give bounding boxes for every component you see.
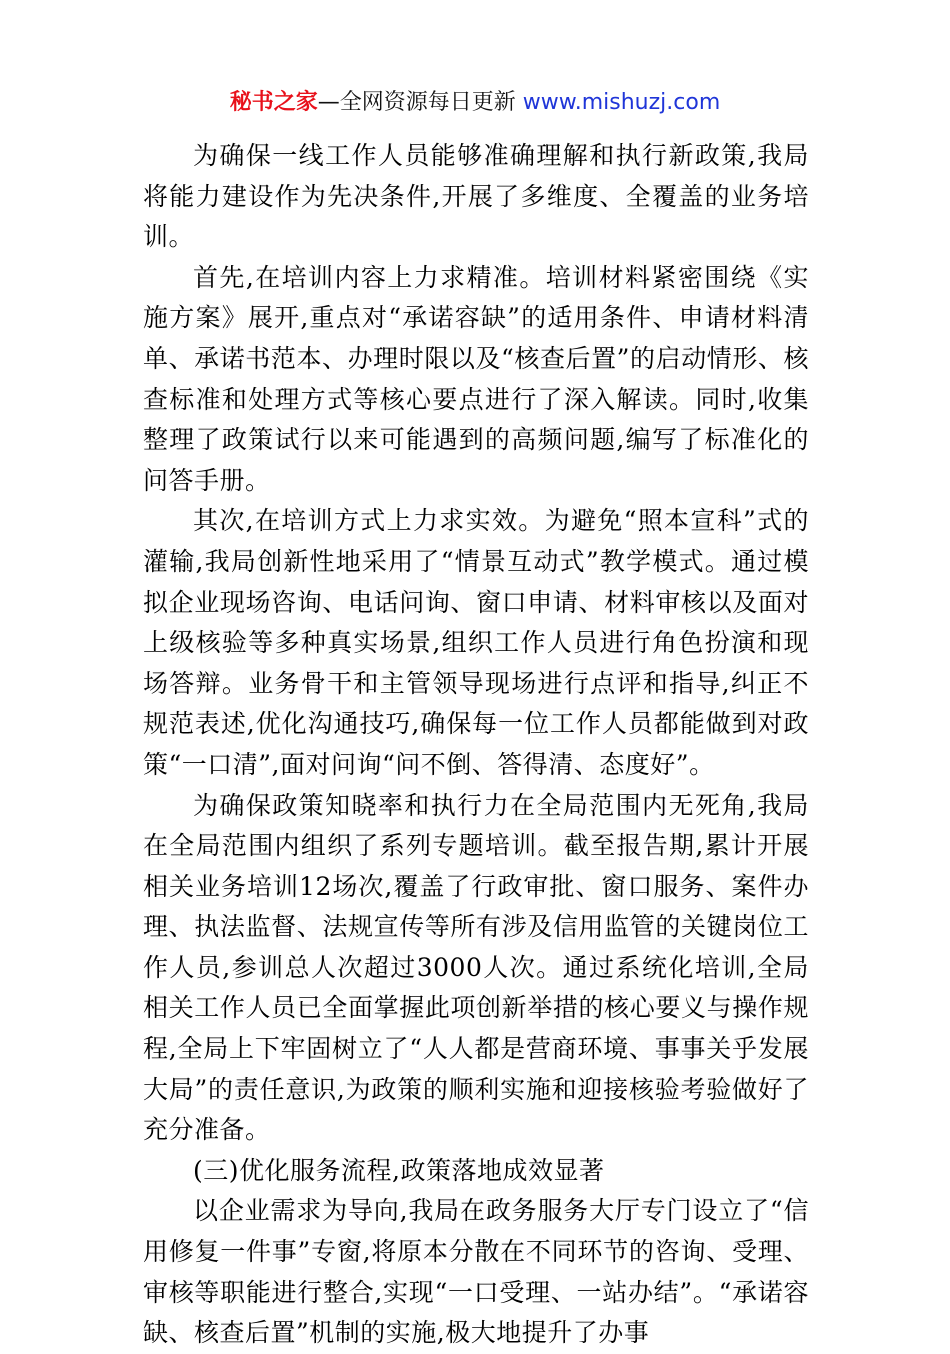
paragraph-training-content: 首先,在培训内容上力求精准。培训材料紧密围绕《实施方案》展开,重点对“承诺容缺”的适用条件、申请材料清单、承诺书范本、办理时限以及“核查后置”的启动情形、核查标准和处理方式等核心要点进行了深入解读。同时,收集整理了政策试行以来可能遇到的高频问题,编写了标准化的问答手册。 [143,262,809,495]
header-tagline: —全网资源每日更新 [317,90,523,115]
paragraph-training-method: 其次,在培训方式上力求实效。为避免“照本宣科”式的灌输,我局创新性地采用了“情景互动式”教学模式。通过模拟企业现场咨询、电话问询、窗口申请、材料审核以及面对上级核验等多种真实场景,组织工作人员进行角色扮演和现场答辩。业务骨干和主管领导现场进行点评和指导,纠正不规范表述,优化沟通技巧,确保每一位工作人员都能做到对政策“一口清”,面对问询“问不倒、答得清、态度好”。 [143,506,809,779]
site-url[interactable]: www.mishuzj.com [522,90,721,115]
paragraph-training-intro: 为确保一线工作人员能够准确理解和执行新政策,我局将能力建设作为先决条件,开展了多维度、全覆盖的业务培训。 [143,141,809,252]
paragraph-training-coverage: 为确保政策知晓率和执行力在全局范围内无死角,我局在全局范围内组织了系列专题培训。截至报告期,累计开展相关业务培训12场次,覆盖了行政审批、窗口服务、案件办理、执法监督、法规宣传等所有涉及信用监管的关键岗位工作人员,参训总人次超过3000人次。通过系统化培训,全局相关工作人员已全面掌握此项创新举措的核心要义与操作规程,全局上下牢固树立了“人人都是营商环境、事事关乎发展大局”的责任意识,为政策的顺利实施和迎接核验考验做好了充分准备。 [143,790,809,1145]
section-heading: (三)优化服务流程,政策落地成效显著 [193,1155,605,1185]
paragraph-service-process: 以企业需求为导向,我局在政务服务大厅专门设立了“信用修复一件事”专窗,将原本分散在不同环节的咨询、受理、审核等职能进行整合,实现“一口受理、一站办结”。“承诺容缺、核查后置”机制的实施,极大地提升了办事 [143,1196,809,1348]
document-body [143,136,809,1354]
site-header [0,86,950,120]
site-brand: 秘书之家 [229,90,318,115]
